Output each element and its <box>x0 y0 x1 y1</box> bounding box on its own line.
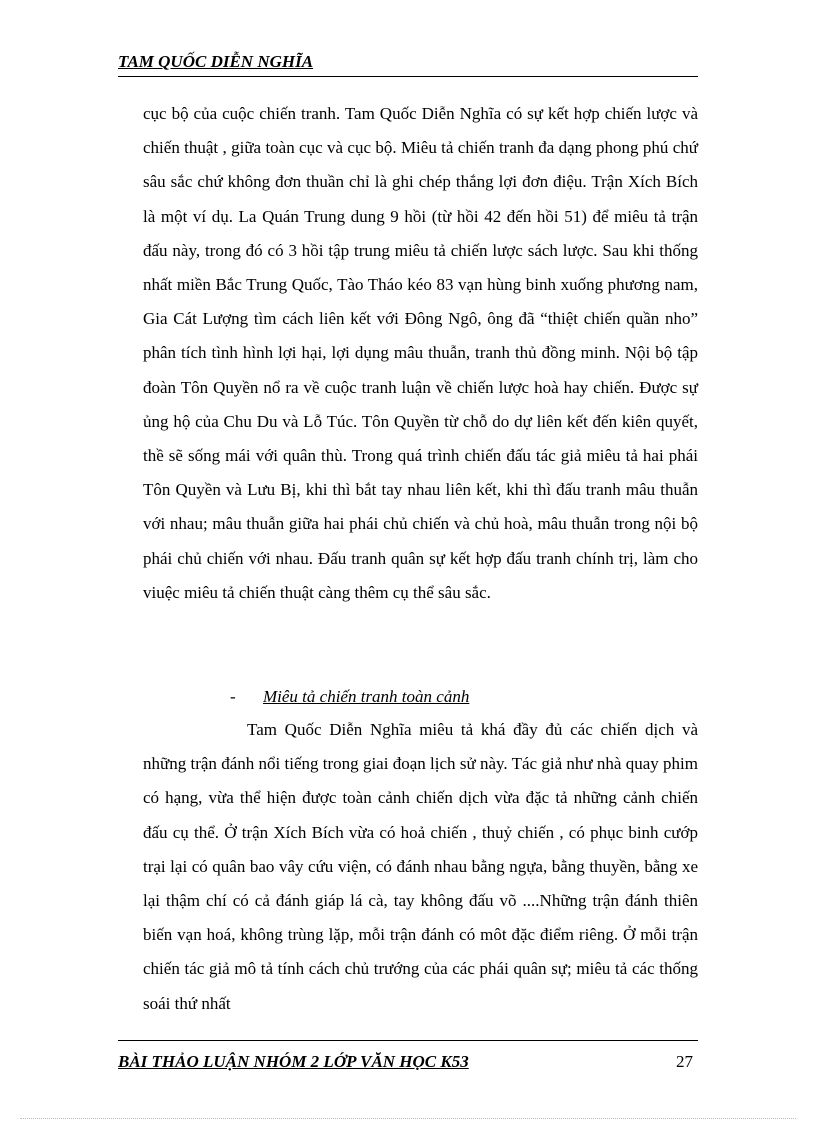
running-header: TAM QUỐC DIỄN NGHĨA <box>118 52 314 71</box>
footer-divider <box>118 1040 698 1041</box>
subheading-bullet: - <box>230 687 236 706</box>
header-divider <box>118 76 698 77</box>
body-paragraph-2: Tam Quốc Diễn Nghĩa miêu tả khá đầy đủ các chiến dịch và những trận đánh nổi tiếng trong giai đoạn lịch sử này. Tác giả như nhà quay phim có hạng, vừa thể hiện được toàn cảnh chiến dịch vừa đặc tả những cảnh chiến đấu cụ thể. Ở trận Xích Bích vừa có hoả chiến , thuỷ chiến , có phục binh cướp trại lại có quân bao vây cứu viện, có đánh nhau bằng ngựa, bằng thuyền, bằng xe lại thậm chí có cả đánh giáp lá cà, tay không đấu võ ....Những trận đánh thiên biến vạn hoá, không trùng lặp, mỗi trận đánh có môt đặc điểm riêng. Ở mỗi trận chiến tác giả mô tả tính cách chủ trướng của các phái quân sự; miêu tả các thống soái thứ nhất <box>143 720 698 1013</box>
body-paragraph-1: cục bộ của cuộc chiến tranh. Tam Quốc Diễn Nghĩa có sự kết hợp chiến lược và chiến thuật , giữa toàn cục và cục bộ. Miêu tả chiến tranh đa dạng phong phú chứ sâu sắc chứ không đơn thuần chỉ là ghi chép thắng lợi đơn điệu. Trận Xích Bích là một ví dụ. La Quán Trung dung 9 hồi (từ hồi 42 đến hồi 51) để miêu tả trận đấu này, trong đó có 3 hồi tập trung miêu tả chiến lược sách lược. Sau khi thống nhất miền Bắc Trung Quốc, Tào Tháo kéo 83 vạn hùng binh xuống phương nam, Gia Cát Lượng tìm cách liên kết với Đông Ngô, ông đã “thiệt chiến quần nho” phân tích tình hình lợi hại, lợi dụng mâu thuẫn, tranh thủ đồng minh. Nội bộ tập đoàn Tôn Quyền nổ ra về cuộc tranh luận về chiến lược hoà hay chiến. Được sự ủng hộ của Chu Du và Lỗ Túc. Tôn Quyền từ chỗ do dự liên kết đến kiên quyết, thề sẽ sống mái với quân thù. Trong quá trình chiến đấu tác giả miêu tả hai phái Tôn Quyền và Lưu Bị, khi thì bắt tay nhau liên kết, khi thì đấu tranh mâu thuẫn với nhau; mâu thuẫn giữa hai phái chủ chiến và chủ hoà, mâu thuẫn trong nội bộ phái chủ chiến với nhau. Đấu tranh quân sự kết hợp đấu tranh chính trị, làm cho viuệc miêu tả chiến thuật càng thêm cụ thể sâu sắc. <box>143 104 698 602</box>
running-footer: BÀI THẢO LUẬN NHÓM 2 LỚP VĂN HỌC K53 <box>118 1052 469 1071</box>
subheading-title: Miêu tả chiến tranh toàn cảnh <box>263 687 470 706</box>
page-boundary <box>20 1118 796 1119</box>
page-number: 27 <box>676 1052 693 1071</box>
